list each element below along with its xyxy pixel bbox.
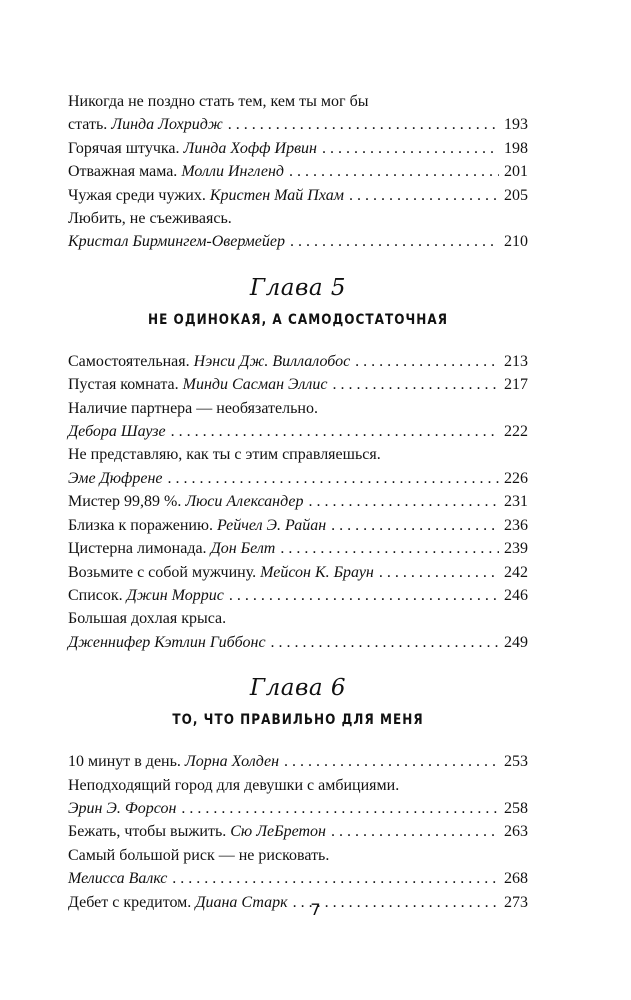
entry-title: Большая дохлая крыса.	[68, 610, 227, 628]
dot-leader	[280, 537, 499, 560]
entry-title: Возьмите с собой мужчину.	[68, 563, 257, 581]
entry-author: Эрин Э. Форсон	[68, 799, 177, 817]
toc-entry	[68, 443, 528, 490]
entry-title: Дебет с кредитом.	[68, 893, 192, 911]
toc-entry-line	[68, 230, 528, 253]
chapter-title: НЕ ОДИНОКАЯ, А САМОДОСТАТОЧНАЯ	[147, 311, 449, 328]
entry-page-number: 201	[504, 163, 528, 181]
toc-entry	[68, 607, 528, 654]
entry-author: Кристал Бирмингем-Овермейер	[68, 233, 285, 251]
dot-leader	[228, 113, 499, 136]
toc-entry	[68, 373, 528, 396]
entry-page-number: 263	[504, 823, 528, 841]
toc-entry	[68, 397, 528, 444]
entry-page-number: 222	[504, 423, 528, 441]
toc-entry	[68, 561, 528, 584]
dot-leader	[332, 373, 499, 396]
toc-entry-line	[68, 184, 528, 207]
entry-title: Близка к поражению.	[68, 516, 213, 534]
dot-leader	[379, 561, 499, 584]
entry-page-number: 205	[504, 186, 528, 204]
toc-entry	[68, 774, 528, 821]
entry-author: Кристен Май Пхам	[209, 186, 344, 204]
entry-page-number: 236	[504, 516, 528, 534]
entry-title: Неподходящий город для девушки с амбициями.	[68, 776, 400, 794]
entry-title: Пустая комната.	[68, 376, 179, 394]
entry-page-number: 198	[504, 139, 528, 157]
toc-entry-line	[68, 750, 528, 773]
entry-author: Диана Старк	[195, 893, 288, 911]
dot-leader	[271, 631, 499, 654]
toc-entry	[68, 844, 528, 891]
entry-title: 10 минут в день.	[68, 753, 181, 771]
dot-leader	[355, 350, 499, 373]
entry-page-number: 213	[504, 352, 528, 370]
dot-leader	[331, 820, 499, 843]
toc-entry-line	[68, 137, 528, 160]
toc-entry-line	[68, 373, 528, 396]
toc-entry	[68, 184, 528, 207]
entry-author: Джин Моррис	[126, 586, 224, 604]
entry-author: Лорна Холден	[184, 753, 280, 771]
toc-entry-line	[68, 490, 528, 513]
chapter-heading	[68, 274, 528, 330]
entry-author: Нэнси Дж. Виллалобос	[193, 352, 351, 370]
entry-page-number: 193	[504, 116, 528, 134]
toc-entry	[68, 820, 528, 843]
entry-title: стать.	[68, 116, 108, 134]
entry-author: Рейчел Э. Райан	[216, 516, 327, 534]
page-number: 7	[310, 900, 321, 919]
entry-author: Мелисса Валкс	[68, 870, 168, 888]
dot-leader	[349, 184, 499, 207]
dot-leader	[289, 160, 499, 183]
entry-author: Линда Лохридж	[111, 116, 223, 134]
toc-entry-line	[68, 584, 528, 607]
entry-page-number: 253	[504, 753, 528, 771]
toc-entry	[68, 160, 528, 183]
dot-leader	[290, 230, 499, 253]
entry-author: Дебора Шаузе	[68, 423, 166, 441]
entry-page-number: 217	[504, 376, 528, 394]
entry-author: Люси Александер	[185, 493, 304, 511]
entry-title: Список.	[68, 586, 123, 604]
entry-page-number: 273	[504, 893, 528, 911]
entry-author: Эме Дюфрене	[68, 469, 163, 487]
dot-leader	[168, 467, 499, 490]
toc-entry-line	[68, 631, 528, 654]
toc-entry	[68, 514, 528, 537]
toc-entry-line	[68, 537, 528, 560]
toc-entry	[68, 537, 528, 560]
toc-entry-line	[68, 443, 528, 466]
toc-entry-line	[68, 207, 528, 230]
toc-entry-line	[68, 774, 528, 797]
entry-page-number: 258	[504, 799, 528, 817]
toc-entry-line	[68, 350, 528, 373]
entry-page-number: 239	[504, 540, 528, 558]
entry-author: Линда Хофф Ирвин	[183, 139, 317, 157]
entry-title: Любить, не съеживаясь.	[68, 210, 232, 228]
dot-leader	[172, 867, 499, 890]
chapter-heading	[68, 674, 528, 730]
dot-leader	[229, 584, 499, 607]
dot-leader	[322, 137, 499, 160]
toc-entry-line	[68, 607, 528, 630]
dot-leader	[171, 420, 499, 443]
toc-entry-line	[68, 420, 528, 443]
toc-entry	[68, 490, 528, 513]
toc-entry	[68, 90, 528, 137]
toc-entry	[68, 584, 528, 607]
toc-entry	[68, 207, 528, 254]
toc-entry-line	[68, 90, 528, 113]
toc-entry-line	[68, 820, 528, 843]
toc-entry-line	[68, 844, 528, 867]
toc-entry-line	[68, 397, 528, 420]
entry-page-number: 226	[504, 469, 528, 487]
table-of-contents	[68, 90, 528, 914]
entry-author: Минди Сасман Эллис	[182, 376, 328, 394]
dot-leader	[284, 750, 499, 773]
entry-title: Цистерна лимонада.	[68, 540, 207, 558]
entry-title: Никогда не поздно стать тем, кем ты мог бы	[68, 93, 369, 110]
entry-author: Дженнифер Кэтлин Гиббонс	[68, 633, 266, 651]
toc-entry-line	[68, 160, 528, 183]
entry-page-number: 249	[504, 633, 528, 651]
toc-entry-line	[68, 561, 528, 584]
entry-author: Молли Ингленд	[181, 163, 284, 181]
toc-entry	[68, 750, 528, 773]
toc-entry-line	[68, 867, 528, 890]
dot-leader	[181, 797, 499, 820]
dot-leader	[308, 490, 499, 513]
toc-entry-line	[68, 467, 528, 490]
toc-entry-line	[68, 113, 528, 136]
entry-title: Чужая среди чужих.	[68, 186, 206, 204]
toc-entry	[68, 350, 528, 373]
entry-page-number: 210	[504, 233, 528, 251]
toc-entry-line	[68, 797, 528, 820]
entry-page-number: 231	[504, 493, 528, 511]
entry-author: Мейсон К. Браун	[260, 563, 374, 581]
entry-title: Самый большой риск — не рисковать.	[68, 846, 330, 864]
toc-entry	[68, 137, 528, 160]
entry-title: Не представляю, как ты с этим справляешься.	[68, 446, 381, 464]
entry-title: Самостоятельная.	[68, 352, 190, 370]
chapter-label: Глава 5	[249, 274, 347, 301]
chapter-title: ТО, ЧТО ПРАВИЛЬНО ДЛЯ МЕНЯ	[172, 712, 424, 729]
toc-entry-line	[68, 514, 528, 537]
entry-title: Горячая штучка.	[68, 139, 180, 157]
entry-page-number: 268	[504, 870, 528, 888]
entry-page-number: 246	[504, 586, 528, 604]
entry-author: Дон Белт	[210, 540, 276, 558]
entry-author: Сю ЛеБретон	[230, 823, 326, 841]
entry-title: Мистер 99,89 %.	[68, 493, 182, 511]
entry-page-number: 242	[504, 563, 528, 581]
entry-title: Бежать, чтобы выжить.	[68, 823, 227, 841]
chapter-label: Глава 6	[249, 675, 347, 702]
entry-title: Отважная мама.	[68, 163, 178, 181]
dot-leader	[331, 514, 499, 537]
entry-title: Наличие партнера — необязательно.	[68, 399, 318, 417]
